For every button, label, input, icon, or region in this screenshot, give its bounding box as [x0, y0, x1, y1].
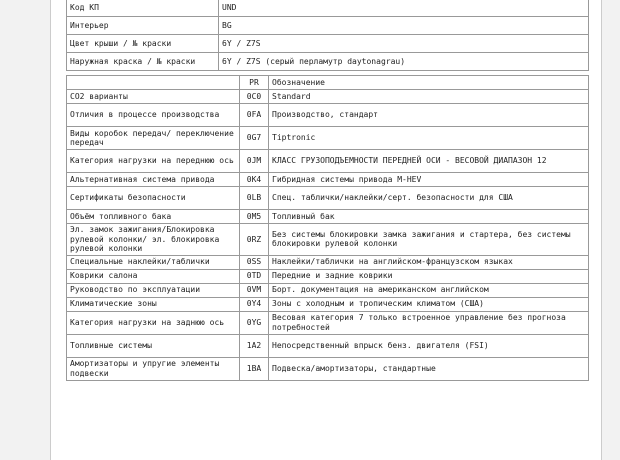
row-label: Категория нагрузки на переднюю ось — [67, 150, 240, 173]
row-label: Отличия в процессе производства — [67, 104, 240, 127]
header-pr: PR — [240, 76, 269, 90]
row-code: 0LB — [240, 187, 269, 210]
row-code: 0TD — [240, 269, 269, 283]
row-key: Цвет крыши / № краски — [67, 35, 219, 53]
row-label: Коврики салона — [67, 269, 240, 283]
table-row — [67, 334, 589, 357]
row-desc: Весовая категория 7 только встроенное управление без прогноза потребностей — [269, 311, 589, 334]
row-code: 0VM — [240, 283, 269, 297]
row-key: Код КП — [67, 0, 219, 17]
row-desc: Standard — [269, 90, 589, 104]
table-row — [67, 104, 589, 127]
row-desc: Подвеска/амортизаторы, стандартные — [269, 357, 589, 380]
table-header-row — [67, 76, 589, 90]
row-desc: Производство, стандарт — [269, 104, 589, 127]
document-page — [50, 0, 602, 460]
table-row — [67, 90, 589, 104]
header-category — [67, 76, 240, 90]
row-label: Виды коробок передач/ переключение передач — [67, 127, 240, 150]
row-key: Наружная краска / № краски — [67, 53, 219, 71]
table-row — [67, 127, 589, 150]
vehicle-summary-table — [66, 0, 589, 71]
table-row — [67, 283, 589, 297]
row-label: Климатические зоны — [67, 297, 240, 311]
row-key: Интерьер — [67, 17, 219, 35]
row-desc: Непосредственный впрыск бенз. двигателя (FSI) — [269, 334, 589, 357]
row-code: 0FA — [240, 104, 269, 127]
row-desc: Топливный бак — [269, 210, 589, 224]
row-code: 0YG — [240, 311, 269, 334]
row-code: 0G7 — [240, 127, 269, 150]
row-code: 1BA — [240, 357, 269, 380]
row-label: Эл. замок зажигания/Блокировка рулевой колонки/ эл. блокировка рулевой колонки — [67, 224, 240, 256]
row-label: Сертификаты безопасности — [67, 187, 240, 210]
row-value: BG — [219, 17, 589, 35]
row-label: Руководство по эксплуатации — [67, 283, 240, 297]
row-desc: Борт. документация на американском английском — [269, 283, 589, 297]
table-row — [67, 224, 589, 256]
table-row — [67, 53, 589, 71]
row-value: 6Y / Z7S (серый перламутр daytonagrau) — [219, 53, 589, 71]
row-code: 0SS — [240, 255, 269, 269]
table-row — [67, 269, 589, 283]
header-designation: Обозначение — [269, 76, 589, 90]
row-desc: Передние и задние коврики — [269, 269, 589, 283]
table-row — [67, 17, 589, 35]
table-row — [67, 297, 589, 311]
row-desc: Без системы блокировки замка зажигания и стартера, без системы блокировки рулевой колонки — [269, 224, 589, 256]
table-row — [67, 0, 589, 17]
table-row — [67, 173, 589, 187]
row-desc: Гибридная системы привода M-HEV — [269, 173, 589, 187]
row-label: Категория нагрузки на заднюю ось — [67, 311, 240, 334]
row-label: CO2 варианты — [67, 90, 240, 104]
row-label: Топливные системы — [67, 334, 240, 357]
table-row — [67, 210, 589, 224]
row-code: 0C0 — [240, 90, 269, 104]
table-row — [67, 187, 589, 210]
pr-codes-table — [66, 75, 589, 381]
row-desc: КЛАСС ГРУЗОПОДЪЕМНОСТИ ПЕРЕДНЕЙ ОСИ - ВЕСОВОЙ ДИАПАЗОН 12 — [269, 150, 589, 173]
row-code: 0JM — [240, 150, 269, 173]
row-label: Объём топливного бака — [67, 210, 240, 224]
row-code: 1A2 — [240, 334, 269, 357]
row-value: UND — [219, 0, 589, 17]
table-row — [67, 357, 589, 380]
table-row — [67, 150, 589, 173]
row-desc: Зоны с холодным и тропическим климатом (США) — [269, 297, 589, 311]
row-label: Специальные наклейки/таблички — [67, 255, 240, 269]
table-row — [67, 35, 589, 53]
row-code: 0K4 — [240, 173, 269, 187]
table-row — [67, 255, 589, 269]
row-desc: Спец. таблички/наклейки/серт. безопасности для США — [269, 187, 589, 210]
row-desc: Tiptronic — [269, 127, 589, 150]
row-code: 0M5 — [240, 210, 269, 224]
row-label: Амортизаторы и упругие элементы подвески — [67, 357, 240, 380]
row-desc: Наклейки/таблички на английском-французском языках — [269, 255, 589, 269]
row-code: 0Y4 — [240, 297, 269, 311]
row-value: 6Y / Z7S — [219, 35, 589, 53]
table-row — [67, 311, 589, 334]
row-label: Альтернативная система привода — [67, 173, 240, 187]
row-code: 0RZ — [240, 224, 269, 256]
